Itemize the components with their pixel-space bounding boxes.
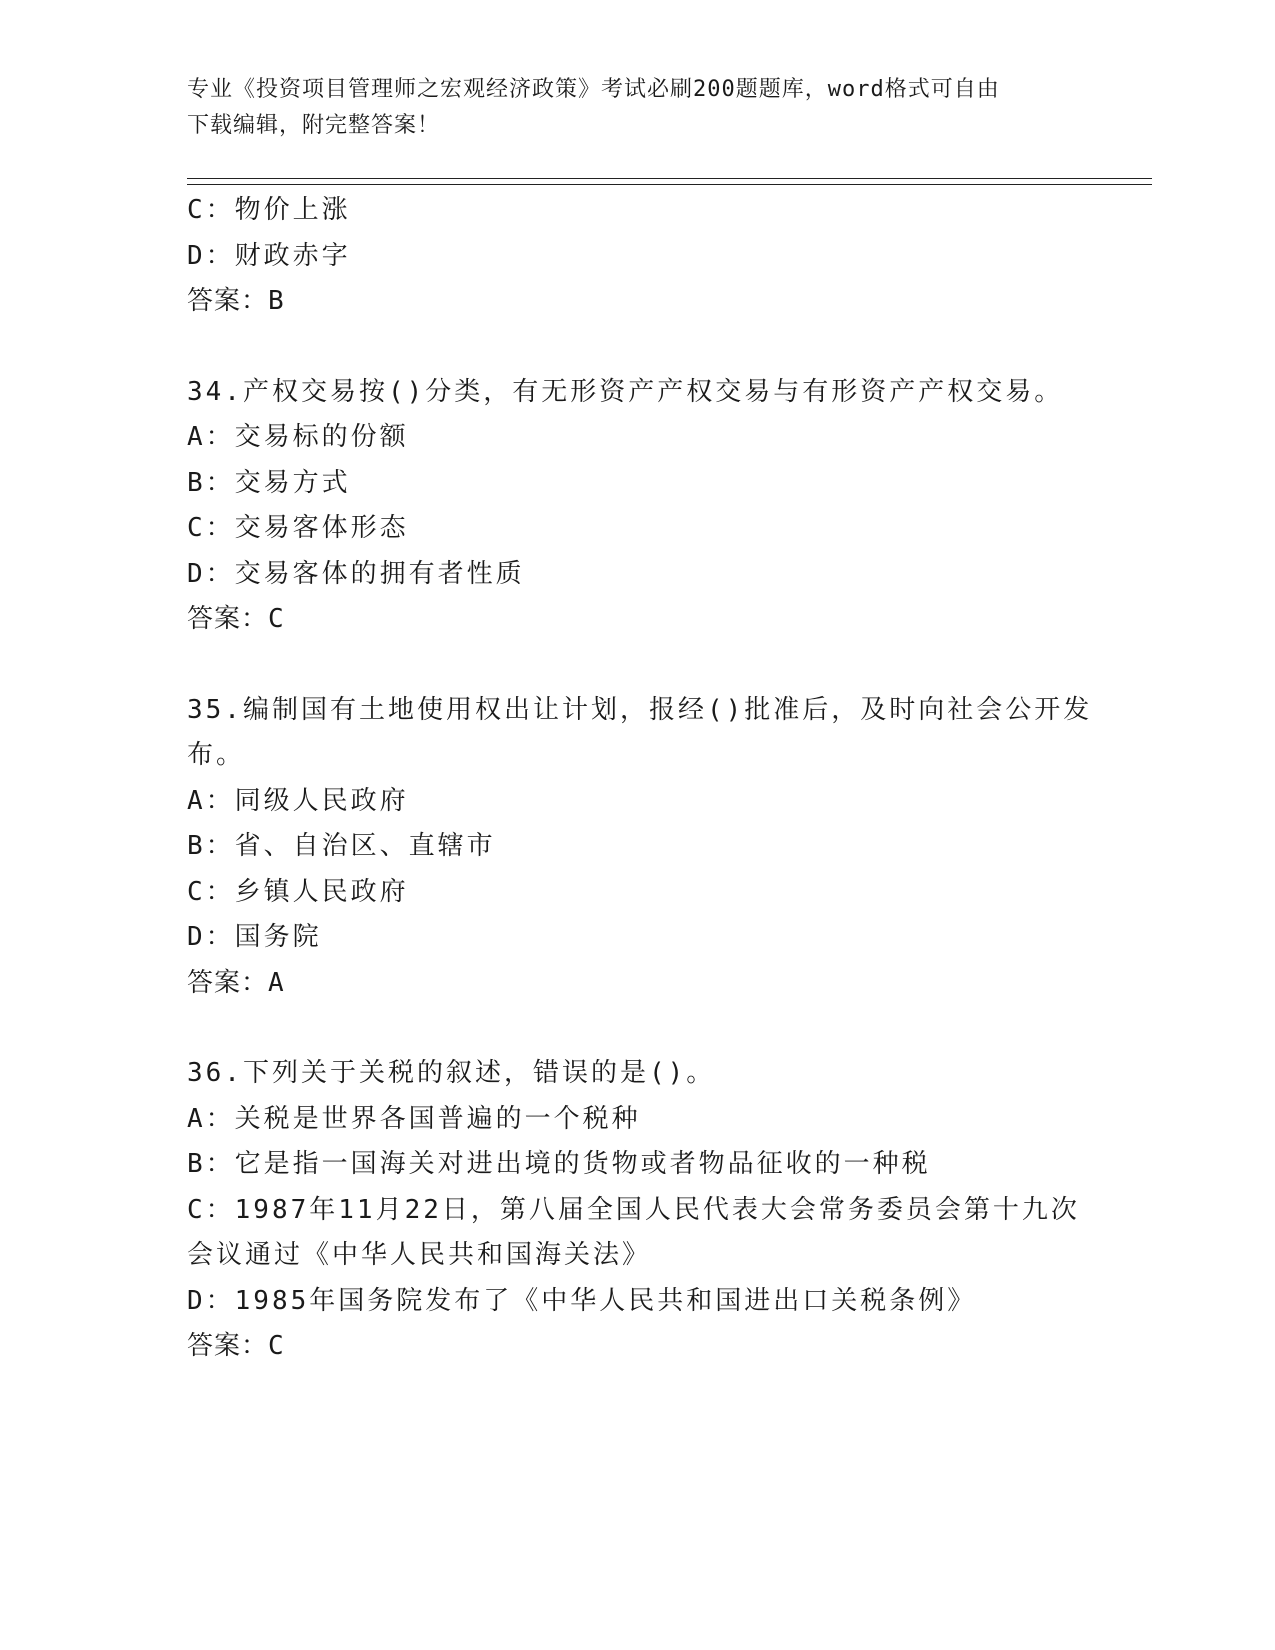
answer-line: 答案：B bbox=[187, 286, 285, 316]
spacer bbox=[187, 643, 1087, 688]
answer-line: 答案：A bbox=[187, 967, 285, 998]
option-b: B：交易方式 bbox=[187, 467, 351, 498]
option-a: A：关税是世界各国普遍的一个税种 bbox=[187, 1103, 641, 1134]
option-d: D：交易客体的拥有者性质 bbox=[187, 558, 525, 589]
question-stem: 34.产权交易按()分类，有无形资产产权交易与有形资产产权交易。 bbox=[187, 376, 1064, 407]
option-b: B：省、自治区、直辖市 bbox=[187, 831, 496, 861]
document-body bbox=[187, 188, 1093, 1370]
header-line-1: 专业《投资项目管理师之宏观经济政策》考试必刷200题题库，word格式可自由 bbox=[187, 77, 1000, 102]
option-c: C：交易客体形态 bbox=[187, 513, 409, 543]
spacer bbox=[187, 1006, 1087, 1051]
question-33-tail bbox=[187, 188, 1087, 325]
document-header bbox=[187, 72, 1087, 144]
header-line-2: 下载编辑，附完整答案！ bbox=[187, 113, 441, 138]
question-34 bbox=[187, 370, 1087, 643]
spacer bbox=[187, 325, 1087, 370]
question-stem: 36.下列关于关税的叙述，错误的是()。 bbox=[187, 1058, 716, 1088]
answer-line: 答案：C bbox=[187, 604, 285, 634]
option-d: D：财政赤字 bbox=[187, 240, 351, 271]
question-36 bbox=[187, 1051, 1087, 1370]
option-b: B：它是指一国海关对进出境的货物或者物品征收的一种税 bbox=[187, 1149, 931, 1179]
option-c-line-1: C：1987年11月22日，第八届全国人民代表大会常务委员会第十九次 bbox=[187, 1194, 1080, 1225]
header-divider bbox=[187, 178, 1152, 185]
option-a: A：同级人民政府 bbox=[187, 785, 409, 816]
question-stem-line-1: 35.编制国有土地使用权出让计划，报经()批准后，及时向社会公开发 bbox=[187, 694, 1093, 725]
option-d: D：1985年国务院发布了《中华人民共和国进出口关税条例》 bbox=[187, 1285, 977, 1316]
question-35 bbox=[187, 688, 1093, 1007]
option-c: C：物价上涨 bbox=[187, 195, 351, 225]
option-c-line-2: 会议通过《中华人民共和国海关法》 bbox=[187, 1240, 652, 1270]
option-d: D：国务院 bbox=[187, 922, 322, 952]
question-stem-line-2: 布。 bbox=[187, 740, 246, 770]
option-a: A：交易标的份额 bbox=[187, 422, 409, 452]
answer-line: 答案：C bbox=[187, 1331, 285, 1361]
option-c: C：乡镇人民政府 bbox=[187, 876, 409, 907]
